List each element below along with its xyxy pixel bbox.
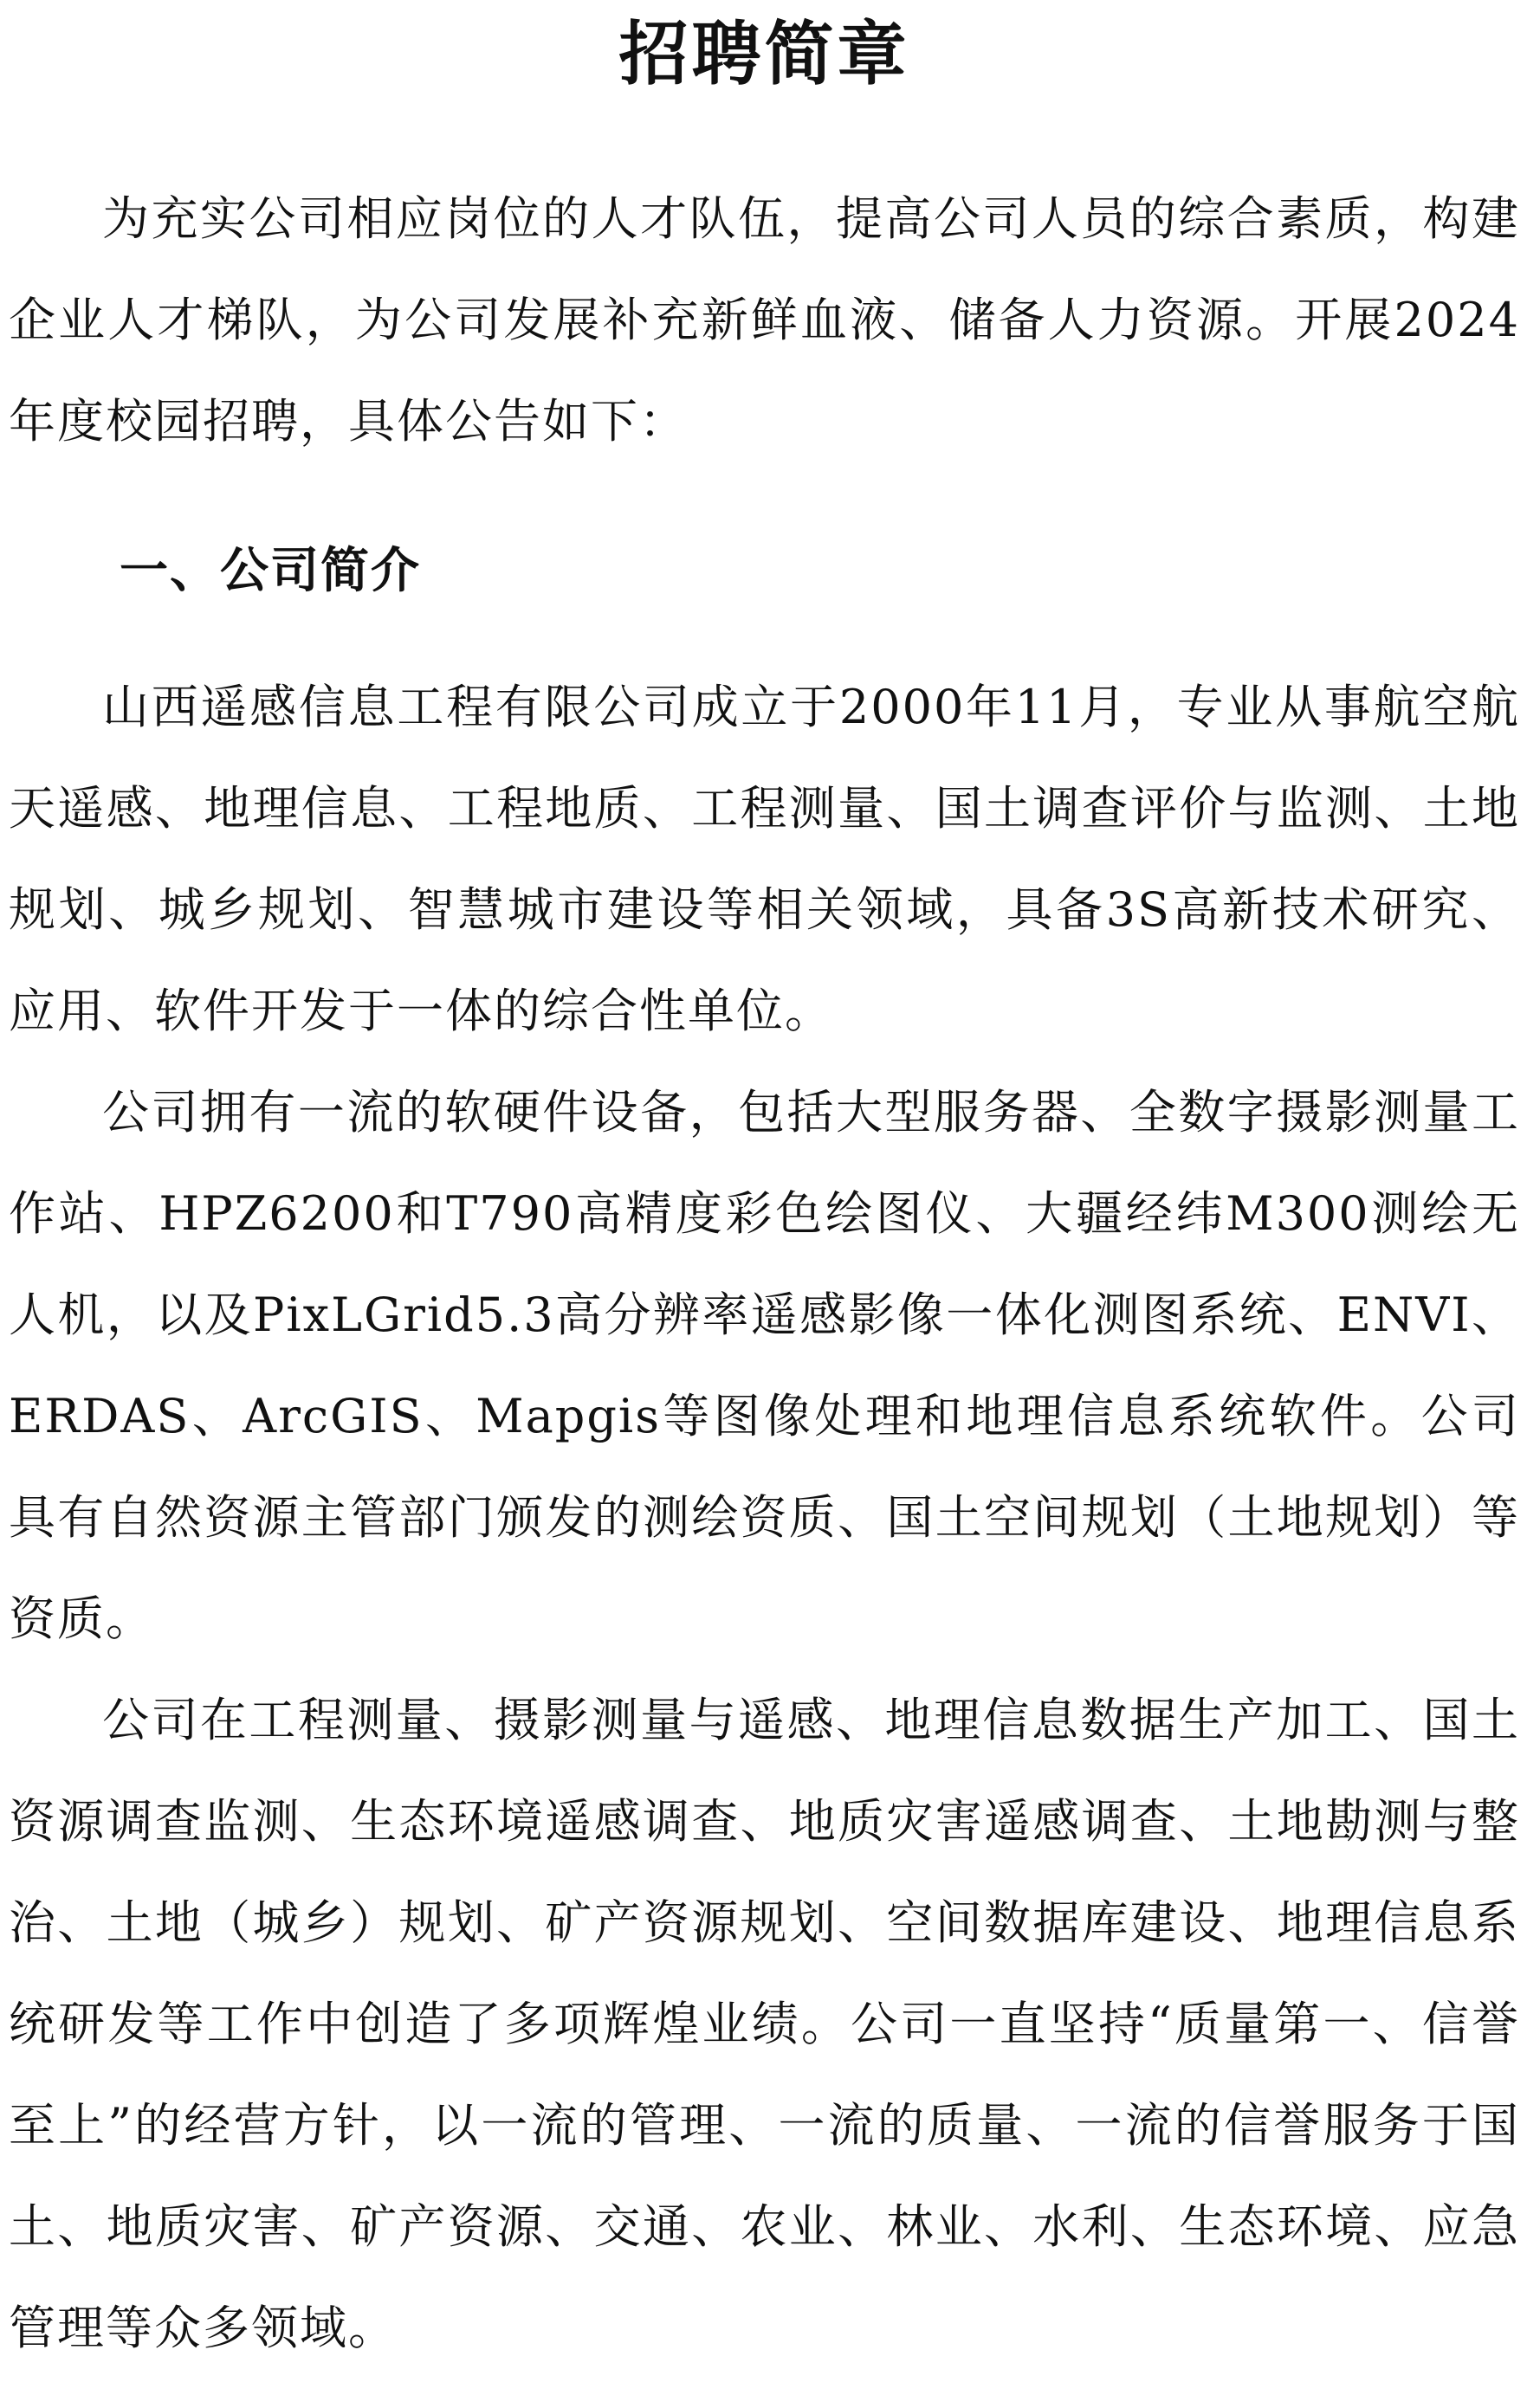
intro-paragraph: 为充实公司相应岗位的人才队伍，提高公司人员的综合素质，构建企业人才梯队，为公司发展补充新鲜血液、储备人力资源。开展2024年度校园招聘，具体公告如下：: [9, 191, 1520, 449]
document-page: [9, 0, 1520, 2379]
document-title: 招聘简章: [618, 14, 910, 94]
company-profile-paragraph-2: 公司拥有一流的软硬件设备，包括大型服务器、全数字摄影测量工作站、HPZ6200和T790高精度彩色绘图仪、大疆经纬M300测绘无人机，以及PixLGrid5.3高分辨率遥感影像一体化测图系统、ENVI、ERDAS、ArcGIS、Mapgis等图像处理和地理信息系统软件。公司具有自然资源主管部门颁发的测绘资质、国土空间规划（土地规划）等资质。: [9, 1085, 1520, 1646]
company-profile-paragraph-3: 公司在工程测量、摄影测量与遥感、地理信息数据生产加工、国土资源调查监测、生态环境遥感调查、地质灾害遥感调查、土地勘测与整治、土地（城乡）规划、矿产资源规划、空间数据库建设、地理信息系统研发等工作中创造了多项辉煌业绩。公司一直坚持“质量第一、信誉至上”的经营方针，以一流的管理、一流的质量、一流的信誉服务于国土、地质灾害、矿产资源、交通、农业、林业、水利、生态环境、应急管理等众多领域。: [9, 1693, 1520, 2355]
section-heading-company-profile: 一、公司简介: [120, 543, 421, 599]
company-profile-paragraph-1: 山西遥感信息工程有限公司成立于2000年11月，专业从事航空航天遥感、地理信息、工程地质、工程测量、国土调查评价与监测、土地规划、城乡规划、智慧城市建设等相关领域，具备3S高新技术研究、应用、软件开发于一体的综合性单位。: [9, 680, 1520, 1038]
